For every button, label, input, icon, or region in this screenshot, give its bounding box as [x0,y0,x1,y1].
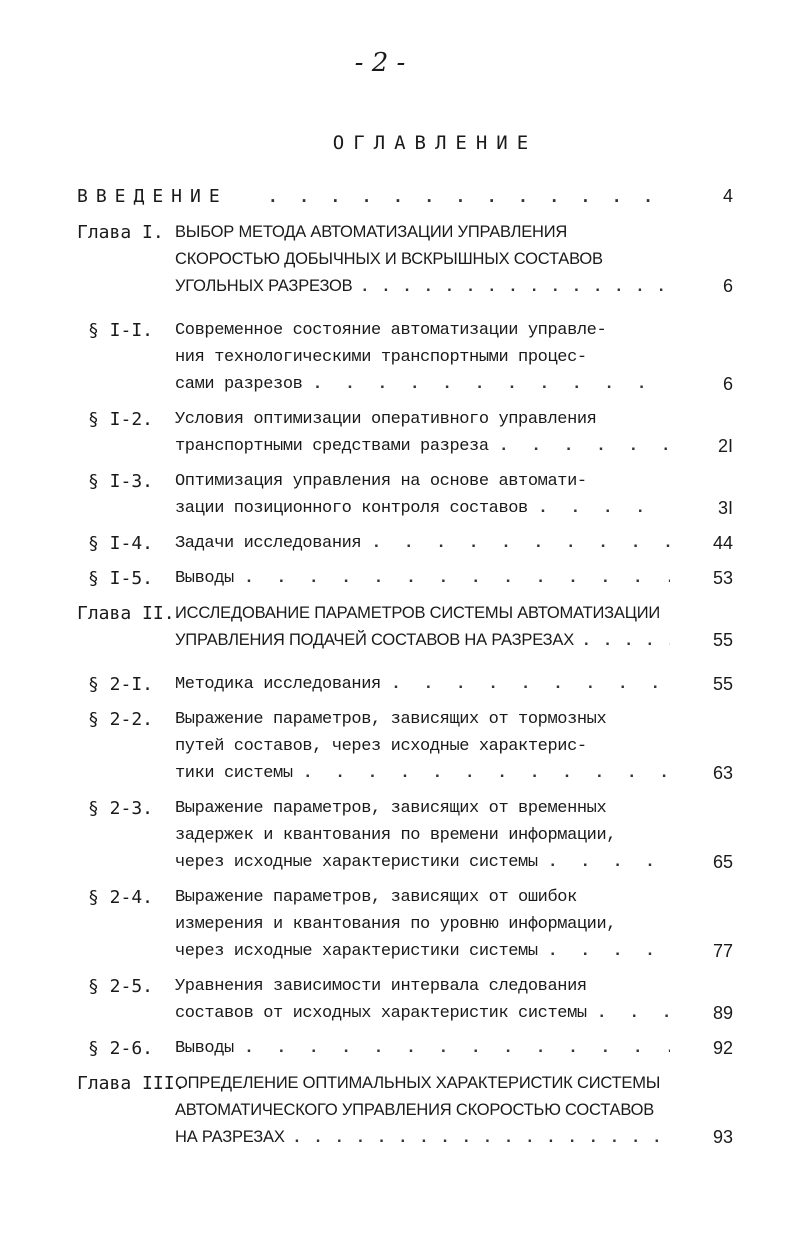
toc-entry-line [175,849,670,876]
toc-title: ОГЛАВЛЕНИЕ [332,132,538,154]
toc-entry-line [175,1035,670,1062]
toc-entry-chapter [0,600,796,654]
toc-entry-label: Глава I. [77,222,164,243]
leader-dots [548,938,670,965]
toc-entry-line-text: Современное состояние автоматизации управле- [175,321,607,340]
toc-entry-line [175,822,670,849]
toc-entry-line [175,884,670,911]
toc-entry-text [175,795,670,876]
toc-entry-page: 77 [712,941,733,961]
toc-entry-line-text: измерения и квантования по уровню информации, [175,915,617,934]
toc-entry-line-text: ния технологическими транспортными процес- [175,348,587,367]
toc-entry-page: 53 [712,568,733,588]
toc-entry-line [175,627,670,654]
toc-entry-line [175,433,670,460]
toc-entry-line-text: Выводы [175,569,234,588]
toc-entry-text [175,671,670,698]
toc-entry-page: 6 [722,374,733,394]
toc-entry-label: § I-5. [88,568,154,589]
toc-entry-label: ВВЕДЕНИЕ [77,186,228,207]
toc-entry-line [175,344,670,371]
toc-entry-page: 63 [712,763,733,783]
toc-entry-text [175,565,670,592]
toc-entry-line-text: задержек и квантования по времени информации, [175,826,617,845]
leader-dots [268,183,663,210]
leader-dots [295,1124,670,1151]
toc-entry-label: § I-3. [88,471,154,492]
toc-entry-label: Глава III. [77,1073,186,1094]
toc-entry-label: § 2-6. [88,1038,154,1059]
toc-entry-section [0,1035,796,1062]
toc-entry-label: § I-I. [88,320,154,341]
leader-dots [584,627,670,654]
toc-entry-line-text: Выражение параметров, зависящих от тормозных [175,710,607,729]
toc-entry-text [175,468,670,522]
toc-entry-line [175,371,670,398]
toc-entry-line-text: транспортными средствами разреза [175,437,489,456]
toc-entry-section [0,795,796,876]
toc-entry-text [175,973,670,1027]
leader-dots [499,433,670,460]
leader-dots [303,760,670,787]
leader-dots [362,273,670,300]
toc-entry-line [175,273,670,300]
toc-entry-page: 44 [712,533,733,553]
toc-entry-line-text: зации позиционного контроля составов [175,499,528,518]
toc-entry-line [175,760,670,787]
toc-entry-page: 6 [722,276,733,296]
toc-entry-line-text: Выражение параметров, зависящих от временных [175,799,607,818]
toc-entry-line [175,1124,670,1151]
leader-dots [597,1000,670,1027]
toc-entry-page: 93 [712,1127,733,1147]
toc-entry-label: § 2-3. [88,798,154,819]
toc-entry-label: § 2-5. [88,976,154,997]
toc-entry-line [175,317,670,344]
toc-entry-text [175,600,670,654]
toc-entry-line-text: Оптимизация управления на основе автомати- [175,472,587,491]
toc-entry-line [175,495,670,522]
toc-entry-section [0,406,796,460]
toc-entry-line-text: Выводы [175,1039,234,1058]
toc-entry-line-text: ВЫБОР МЕТОДА АВТОМАТИЗАЦИИ УПРАВЛЕНИЯ [175,223,568,241]
page-number: - 2 - [354,48,406,78]
toc-entry-label: Глава II. [77,603,175,624]
toc-entry-text [175,1070,670,1151]
toc-entry-page: 4 [722,186,733,206]
leader-dots [538,495,670,522]
toc-entry-line-text: УПРАВЛЕНИЯ ПОДАЧЕЙ СОСТАВОВ НА РАЗРЕЗАХ [175,631,575,649]
toc-entry-line [175,565,670,592]
toc-entry-line [175,1070,670,1097]
toc-entry-section [0,468,796,522]
toc-entry-line [175,733,670,760]
toc-entry-line-text: через исходные характеристики системы [175,853,538,872]
toc-entry-section [0,565,796,592]
toc-entry-label: § 2-2. [88,709,154,730]
toc-entry-line-text: Уравнения зависимости интервала следования [175,977,587,996]
toc-entry-chapter [0,219,796,300]
toc-entry-line [175,671,670,698]
toc-entry-text [175,317,670,398]
toc-entry-page: 3I [717,498,733,518]
toc-entry-text [175,706,670,787]
toc-entry-line-text: составов от исходных характеристик системы [175,1004,587,1023]
toc-entry-page: 65 [712,852,733,872]
toc-entry-text [175,530,670,557]
toc-entry-line-text: тики системы [175,764,293,783]
toc-entry-line-text: УГОЛЬНЫХ РАЗРЕЗОВ [175,277,353,295]
toc-entry-page: 89 [712,1003,733,1023]
toc-entry-section [0,973,796,1027]
toc-entry-text [175,1035,670,1062]
toc-entry-section [0,706,796,787]
leader-dots [312,371,670,398]
leader-dots [391,671,670,698]
toc-entry-line [175,219,670,246]
toc-entry-line [175,246,670,273]
toc-entry-line [175,406,670,433]
toc-entry-label: § I-4. [88,533,154,554]
toc-entry-text [175,884,670,965]
toc-entry-text [175,406,670,460]
toc-entry-line [175,938,670,965]
toc-entry-line [175,468,670,495]
toc-entry-line-text: путей составов, через исходные характерис- [175,737,587,756]
leader-dots [244,1035,670,1062]
toc-entry-line-text: сами разрезов [175,375,303,394]
toc-entry-section [0,317,796,398]
toc-entry-line-text: Методика исследования [175,675,381,694]
toc-entry-line-text: НА РАЗРЕЗАХ [175,1128,285,1146]
toc-entry-text [175,219,670,300]
leader-dots [244,565,670,592]
toc-entry-label: § I-2. [88,409,154,430]
toc-entry-chapter [0,1070,796,1151]
toc-entry-page: 55 [712,674,733,694]
toc-entry-line-text: ОПРЕДЕЛЕНИЕ ОПТИМАЛЬНЫХ ХАРАКТЕРИСТИК СИСТЕМЫ [175,1074,661,1092]
toc-entry-line [175,600,670,627]
toc-entry-section [0,884,796,965]
toc-entry-line [175,1000,670,1027]
leader-dots [371,530,670,557]
leader-dots [548,849,670,876]
toc-entry-line-text: СКОРОСТЬЮ ДОБЫЧНЫХ И ВСКРЫШНЫХ СОСТАВОВ [175,250,603,268]
toc-entry-line [175,706,670,733]
toc-entry-label: § 2-I. [88,674,154,695]
toc-entry-line-text: Задачи исследования [175,534,362,553]
toc-entry-intro [0,183,796,210]
toc-entry-line [175,795,670,822]
toc-entry-line [175,911,670,938]
toc-entry-page: 92 [712,1038,733,1058]
toc-entry-line [175,530,670,557]
toc-entry-line [175,973,670,1000]
toc-entry-section [0,530,796,557]
toc-entry-page: 2I [717,436,733,456]
toc-entry-section [0,671,796,698]
toc-entry-page: 55 [712,630,733,650]
toc-entry-line-text: Условия оптимизации оперативного управления [175,410,597,429]
toc-entry-line [175,1097,670,1124]
toc-entry-line-text: АВТОМАТИЧЕСКОГО УПРАВЛЕНИЯ СКОРОСТЬЮ СОСТАВОВ [175,1101,655,1119]
toc-entry-line-text: ИССЛЕДОВАНИЕ ПАРАМЕТРОВ СИСТЕМЫ АВТОМАТИЗАЦИИ [175,604,661,622]
toc-entry-label: § 2-4. [88,887,154,908]
toc-entry-line-text: через исходные характеристики системы [175,942,538,961]
toc-entry-line-text: Выражение параметров, зависящих от ошибок [175,888,577,907]
